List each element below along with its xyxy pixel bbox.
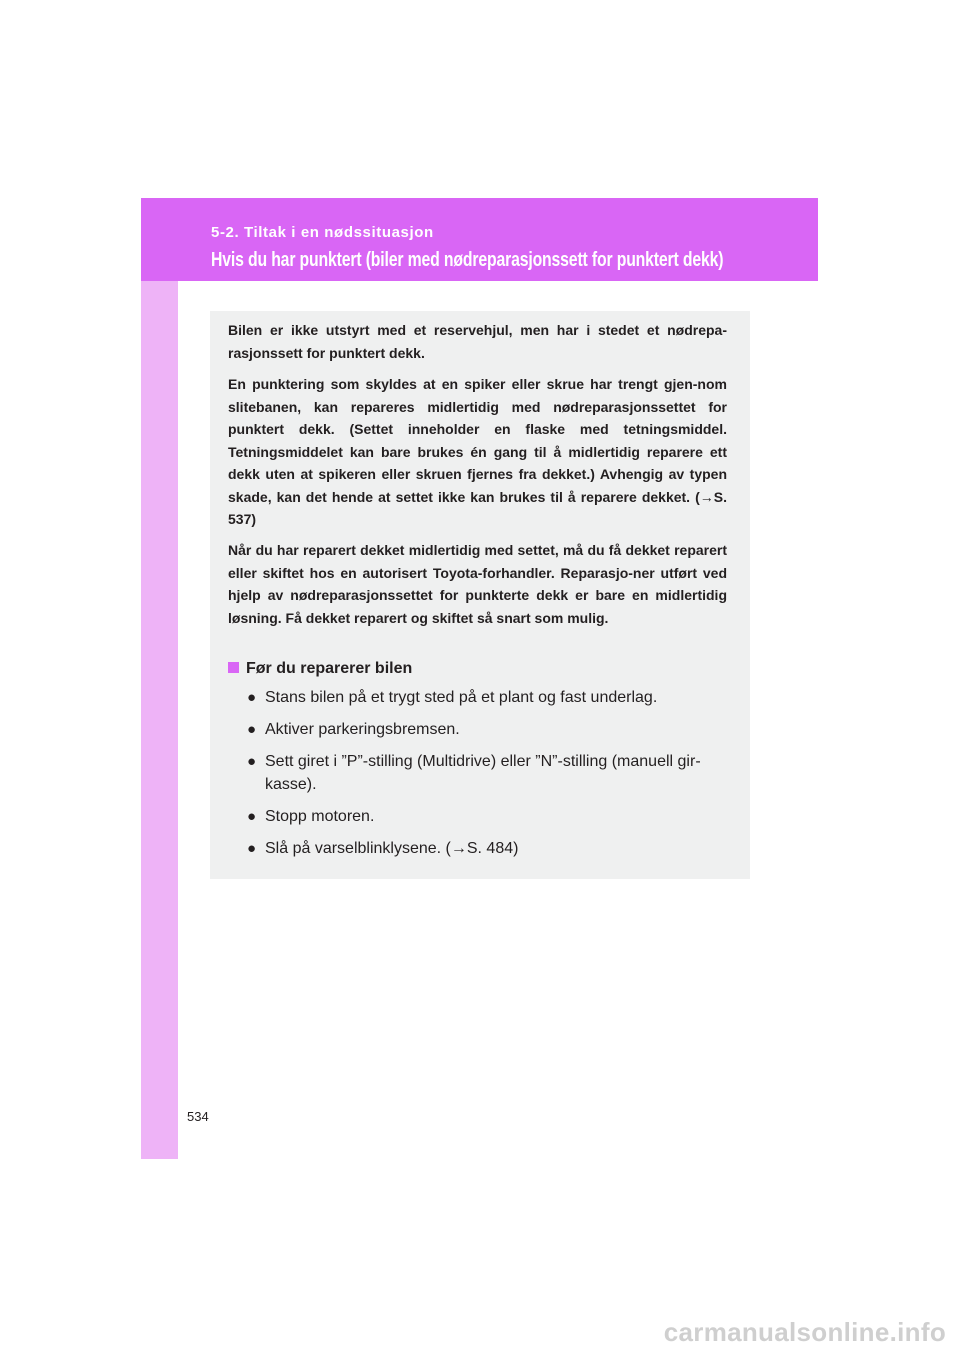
list-item [247,686,729,709]
list-item-text: Aktiver parkeringsbremsen. [265,721,460,738]
bullet-dot-icon: ● [247,689,257,706]
intro-paragraph-2: En punktering som skyldes at en spiker eller skrue har trengt gjen-nom slitebanen, kan repareres midlertidig med nødreparasjonssettet for punktert dekk. (Settet inneholder en flaske med tetningsmiddel. Tetningsmiddelet kan bare brukes én gang til å midlertidig reparere ett dekk uten at spikeren eller skruen fjernes fra dekket.) Avhengig av typen skade, kan det hende at settet ikke kan brukes til å reparere dekket. (→S. 537) [228,376,727,527]
intro-paragraph-1: Bilen er ikke utstyrt med et reservehjul, men har i stedet et nødrepa-rasjonssett for punktert dekk. [228,322,727,361]
section-label: 5-2. Tiltak i en nødssituasjon [211,224,434,241]
list-item-text: Stopp motoren. [265,808,375,825]
page-title: Hvis du har punktert (biler med nødreparasjonssett for punktert dekk) [211,249,724,271]
list-item [247,837,729,860]
bullet-dot-icon: ● [247,721,257,738]
watermark: carmanualsonline.info [663,1317,946,1347]
list-item-text: Sett giret i ”P”-stilling (Multidrive) eller ”N”-stilling (manuell gir-kasse). [265,753,701,793]
bullet-dot-icon: ● [247,753,257,770]
list-item [247,750,729,796]
list-item-text: Stans bilen på et trygt sted på et plant og fast underlag. [265,689,658,706]
page-number: 534 [187,1109,209,1124]
square-bullet-icon [228,662,239,673]
section-heading-text: Før du reparerer bilen [246,660,413,677]
bullet-dot-icon: ● [247,840,257,857]
bullet-dot-icon: ● [247,808,257,825]
list-item [247,718,729,741]
list-item-text: Slå på varselblinklysene. (→S. 484) [265,840,519,857]
side-strip [141,198,178,1159]
intro-paragraph-3: Når du har reparert dekket midlertidig med settet, må du få dekket reparert eller skiftet hos en autorisert Toyota-forhandler. Reparasjo-ner utført ved hjelp av nødreparasjonssettet for punkterte dekk er bare en midlertidig løsning. Få dekket reparert og skiftet så snart som mulig. [228,542,727,626]
list-item [247,805,729,828]
section-heading [228,660,412,678]
